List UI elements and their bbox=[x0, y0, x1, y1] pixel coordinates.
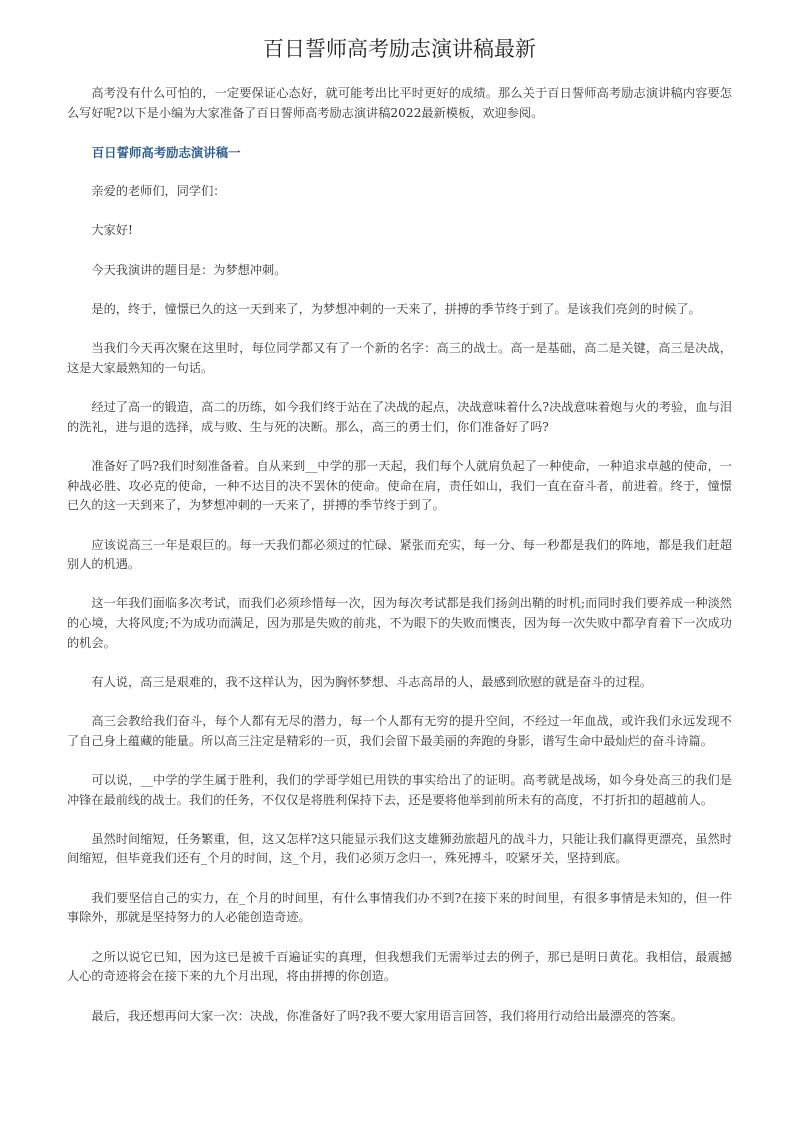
intro-paragraph: 高考没有什么可怕的，一定要保证心态好，就可能考出比平时更好的成绩。那么关于百日誓师高考励志演讲稿内容要怎么写好呢?以下是小编为大家准备了百日誓师高考励志演讲稿2022最新模板，欢迎参阅。 bbox=[67, 86, 732, 120]
speech-paragraph: 有人说，高三是艰难的，我不这样认为，因为胸怀梦想、斗志高昂的人，最感到欣慰的就是奋斗的过程。 bbox=[91, 674, 653, 689]
speech-paragraph: 高三会教给我们奋斗，每个人都有无尽的潜力，每一个人都有无穷的提升空间，不经过一年血战，或许我们永远发现不了自己身上蕴藏的能量。所以高三注定是精彩的一页，我们会留下最美丽的奔跑的身影，谱写生命中最灿烂的奋斗诗篇。 bbox=[67, 714, 732, 748]
speech-paragraph: 经过了高一的锻造，高二的历练，如今我们终于站在了决战的起点，决战意味着什么?决战意味着炮与火的考验，血与泪的洗礼，进与退的选择，成与败、生与死的决断。那么，高三的勇士们，你们准备好了吗? bbox=[67, 400, 732, 434]
speech-paragraph: 今天我演讲的题目是：为梦想冲刺。 bbox=[91, 262, 287, 277]
speech-paragraph: 应该说高三一年是艰巨的。每一天我们都必须过的忙碌、紧张而充实，每一分、每一秒都是我们的阵地，都是我们赶超别人的机遇。 bbox=[67, 537, 732, 572]
page-title: 百日誓师高考励志演讲稿最新 bbox=[263, 37, 536, 61]
speech-paragraph: 我们要坚信自己的实力，在_个月的时间里，有什么事情我们办不到?在接下来的时间里，有很多事情是未知的，但一件事除外，那就是坚持努力的人必能创造奇迹。 bbox=[67, 890, 732, 925]
speech-paragraph: 亲爱的老师们，同学们： bbox=[91, 184, 226, 199]
speech-paragraph: 虽然时间缩短，任务繁重，但，这又怎样?这只能显示我们这支雄狮劲旅超凡的战斗力，只能让我们赢得更漂亮，虽然时间缩短，但毕竟我们还有_个月的时间，这_个月，我们必须万念归一，殊死搏斗，咬紧牙关，坚持到底。 bbox=[67, 831, 732, 866]
speech-paragraph: 最后，我还想再问大家一次：决战，你准备好了吗?我不要大家用语言回答，我们将用行动给出最漂亮的答案。 bbox=[91, 1008, 683, 1023]
speech-paragraph: 大家好! bbox=[91, 223, 133, 238]
speech-paragraph: 这一年我们面临多次考试，而我们必须珍惜每一次，因为每次考试都是我们扬剑出鞘的时机;而同时我们要养成一种淡然的心境，大将风度;不为成功而满足，因为那是失败的前兆，不为眼下的失败而懊丧，因为每一次失败中都孕育着下一次成功的机会。 bbox=[67, 596, 732, 650]
speech-paragraph: 当我们今天再次聚在这里时，每位同学都又有了一个新的名字：高三的战士。高一是基础，高二是关键，高三是决战，这是大家最熟知的一句话。 bbox=[67, 341, 732, 375]
speech-paragraph: 准备好了吗?我们时刻准备着。自从来到__中学的那一天起，我们每个人就肩负起了一种使命，一种追求卓越的使命，一种战必胜、攻必克的使命，一种不达目的决不罢休的使命。使命在肩，责任如山，我们一直在奋斗者，前进着。终于，憧憬已久的这一天到来了，为梦想冲刺的一天来了，拼搏的季节终于到了。 bbox=[67, 459, 732, 513]
speech-paragraph: 是的，终于，憧憬已久的这一天到来了，为梦想冲刺的一天来了，拼搏的季节终于到了。是该我们亮剑的时候了。 bbox=[91, 302, 701, 316]
section-heading: 百日誓师高考励志演讲稿一 bbox=[91, 144, 241, 160]
speech-paragraph: 可以说，__中学的学生属于胜利，我们的学哥学姐已用铁的事实给出了的证明。高考就是战场，如今身处高三的我们是冲锋在最前线的战士。我们的任务，不仅仅是将胜利保持下去，还是要将他举到前所未有的高度，不打折扣的超越前人。 bbox=[67, 773, 732, 807]
speech-paragraph: 之所以说它已知，因为这已是被千百遍证实的真理，但我想我们无需举过去的例子，那已是明日黄花。我相信，最震撼人心的奇迹将会在接下来的九个月出现，将由拼搏的你创造。 bbox=[67, 949, 732, 984]
